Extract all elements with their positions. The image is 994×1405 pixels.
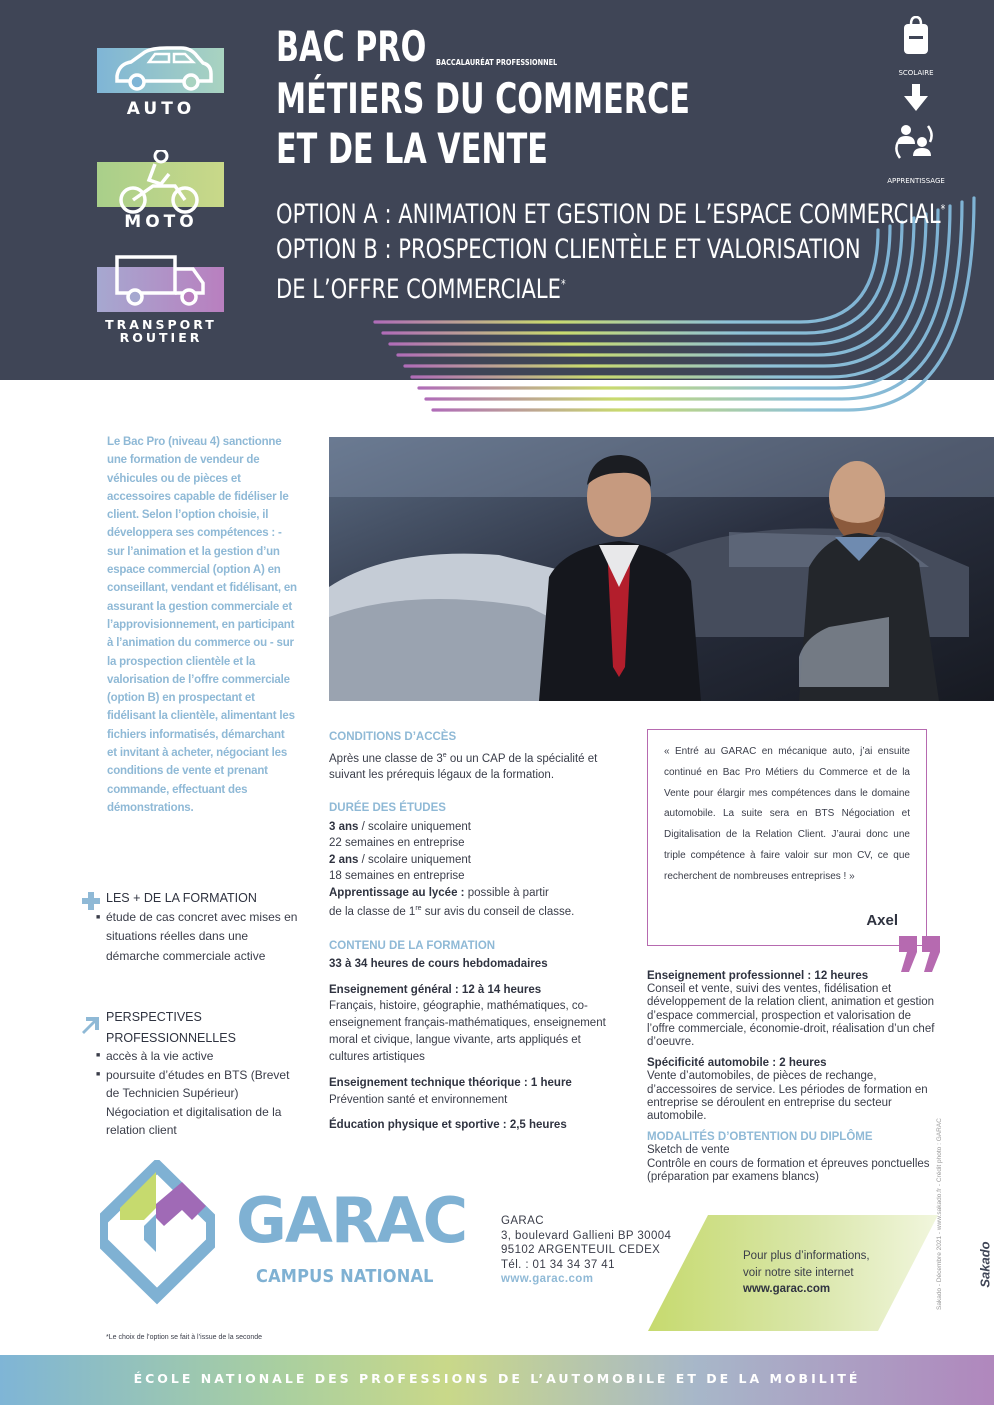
arrow-up-right-icon — [80, 1014, 102, 1036]
footer-band — [0, 1355, 994, 1405]
general-text: Français, histoire, géographie, mathématiques, co-enseignement français-mathématiques, enseignement moral et civique, langue vivante, arts appliqués et cultures artistiques — [329, 1000, 606, 1064]
category-label-auto: AUTO — [126, 99, 196, 119]
contenu-hours: 33 à 34 heures de cours hebdomadaires — [329, 958, 548, 971]
footer-text: ÉCOLE NATIONALE DES PROFESSIONS DE L’AUTOMOBILE ET DE LA MOBILITÉ — [133, 1371, 861, 1386]
eps-title: Éducation physique et sportive : 2,5 heures — [329, 1119, 567, 1132]
intro-text: Le Bac Pro (niveau 4) sanctionne une formation de vendeur de véhicules ou de pièces et accessoires capable de fidéliser le client. Selon l’option choisie, il développera ses compétences : - sur l’animation et la gestion d’un espace commercial (option A) en conseillant, vendant et fidélisant, en assurant la gestion commerciale et l’approvisionnement, en participant à l’animation du commerce ou - sur la prospection clientèle et la valorisation de l’offre commerciale (option B) en prospectant et fidélisant la clientèle, alimentant les fichiers informatisés, démarchant et invitant à acheter, négociant les conditions de vente et prenant commande, effectuant des démonstrations. — [107, 436, 297, 814]
garac-logo-icon — [100, 1160, 215, 1310]
general-title: Enseignement général : 12 à 14 heures — [329, 983, 542, 996]
conditions-text: Après une classe de 3e ou un CAP de la spécialité et suivant les prérequis légaux de la formation. — [329, 751, 598, 781]
transport-badge — [97, 267, 224, 312]
garac-tagline: CAMPUS NATIONAL — [256, 1266, 434, 1287]
car-icon — [97, 36, 224, 106]
testimonial-box — [647, 729, 927, 946]
truck-icon — [97, 255, 224, 325]
photo-credit: Sakado - Décembre 2021 - www.sakado.fr - Crédit photo : GARAC — [936, 1118, 943, 1310]
designer-signature: Sakado — [977, 1241, 993, 1288]
conditions-title: CONDITIONS D’ACCÈS — [329, 731, 457, 743]
path-label-scolaire: SCOLAIRE — [898, 69, 934, 77]
info-line: voir notre site internet — [743, 1266, 854, 1279]
middle-column — [329, 729, 619, 1134]
tech-text: Prévention santé et environnement — [329, 1093, 508, 1106]
info-banner-text — [743, 1248, 870, 1298]
header-banner — [0, 0, 994, 380]
moto-badge — [97, 162, 224, 207]
quote-mark-icon — [897, 934, 943, 974]
category-label-transport: TRANSPORT ROUTIER — [105, 317, 217, 345]
address-city: 95102 ARGENTEUIL CEDEX — [501, 1244, 661, 1256]
title-subtitle: BACCALAURÉAT PROFESSIONNEL — [436, 58, 558, 67]
option-b-line-2: DE L’OFFRE COMMERCIALE* — [276, 274, 566, 305]
students-photo — [329, 437, 994, 701]
address-name: GARAC — [501, 1215, 544, 1227]
spec-text: Vente d’automobiles, de pièces de rechange, d’accessoires de service. Les périodes de formation en entreprise se déroulent en entreprise du secteur automobile. — [647, 1070, 928, 1123]
plus-title: LES + DE LA FORMATION — [106, 891, 257, 905]
info-line: Pour plus d’informations, — [743, 1250, 870, 1262]
testimonial-text: « Entré au GARAC en mécanique auto, j’ai ensuite continué en Bac Pro Métiers du Commerce et de la Vente pour élargir mes compétences dans le domaine automobile. La suite sera en BTS Négociation et Digitalisation de la Relation Client. J’aurai donc une triple compétence à faire valoir sur mon CV, ce que recherchent de nombreuses entreprises ! » — [664, 746, 910, 882]
tech-title: Enseignement technique théorique : 1 heure — [329, 1077, 572, 1090]
pro-text: Conseil et vente, suivi des ventes, fidélisation et développement de la relation client, animation et gestion d’espace commercial, prospection et valorisation de l’offre commerciale, économie-droit, réalisation d’un chef d’oeuvre. — [647, 983, 935, 1049]
footnote: *Le choix de l’option se fait à l’issue de la seconde — [106, 1334, 263, 1341]
auto-badge — [97, 48, 224, 93]
duree-line: 2 ans / scolaire uniquement — [329, 853, 471, 866]
title-bac-pro: BAC PRO — [276, 22, 427, 71]
address-website-link[interactable]: www.garac.com — [501, 1273, 594, 1285]
title-line-2: MÉTIERS DU COMMERCE — [276, 74, 690, 123]
garac-brand-name: GARAC — [236, 1184, 467, 1257]
contenu-title: CONTENU DE LA FORMATION — [329, 939, 496, 952]
duree-line: 22 semaines en entreprise — [329, 837, 465, 850]
testimonial-author: Axel — [866, 912, 898, 929]
apprenticeship-icon — [892, 120, 936, 164]
option-b-line-1: OPTION B : PROSPECTION CLIENTÈLE ET VALORISATION — [276, 234, 861, 265]
path-label-apprentissage: APPRENTISSAGE — [887, 177, 945, 185]
perspectives-item: ■ poursuite d’études en BTS (Brevet de Technicien Supérieur) Négociation et digitalisation de la relation client — [106, 1066, 300, 1140]
arrow-down-icon — [903, 84, 929, 112]
pro-title: Enseignement professionnel : 12 heures — [647, 970, 869, 982]
option-a: OPTION A : ANIMATION ET GESTION DE L’ESPACE COMMERCIAL* — [276, 199, 946, 230]
modalites-title: MODALITÉS D’OBTENTION DU DIPLÔME — [647, 1131, 873, 1144]
backpack-icon — [902, 16, 930, 56]
contact-address — [501, 1214, 671, 1287]
right-column — [647, 970, 939, 1184]
perspectives-title-1: PERSPECTIVES — [106, 1010, 202, 1024]
category-label-moto: MOTO — [124, 212, 198, 232]
modalites-line: Sketch de vente — [647, 1144, 730, 1157]
motorcycle-icon — [97, 150, 224, 220]
perspectives-section — [80, 1008, 300, 1140]
duree-line: 18 semaines en entreprise — [329, 870, 465, 883]
duree-title: DURÉE DES ÉTUDES — [329, 802, 446, 815]
title-line-3: ET DE LA VENTE — [276, 124, 548, 173]
plus-section — [80, 889, 300, 966]
perspectives-title-2: PROFESSIONNELLES — [106, 1030, 236, 1045]
perspectives-item: ■ accès à la vie active — [106, 1047, 300, 1066]
spec-title: Spécificité automobile : 2 heures — [647, 1057, 827, 1070]
duree-line: Apprentissage au lycée : possible à partir — [329, 886, 549, 899]
duree-line: 3 ans / scolaire uniquement — [329, 820, 471, 833]
plus-item: ■ étude de cas concret avec mises en situations réelles dans une démarche commerciale active — [106, 908, 300, 967]
info-website-link[interactable]: www.garac.com — [743, 1283, 831, 1295]
address-phone[interactable]: Tél. : 01 34 34 37 41 — [501, 1258, 615, 1271]
duree-line: de la classe de 1re sur avis du conseil de classe. — [329, 905, 575, 919]
address-street: 3, boulevard Gallieni BP 30004 — [501, 1229, 672, 1242]
modalites-line: Contrôle en cours de formation et épreuves ponctuelles (préparation par examens blancs) — [647, 1157, 930, 1183]
